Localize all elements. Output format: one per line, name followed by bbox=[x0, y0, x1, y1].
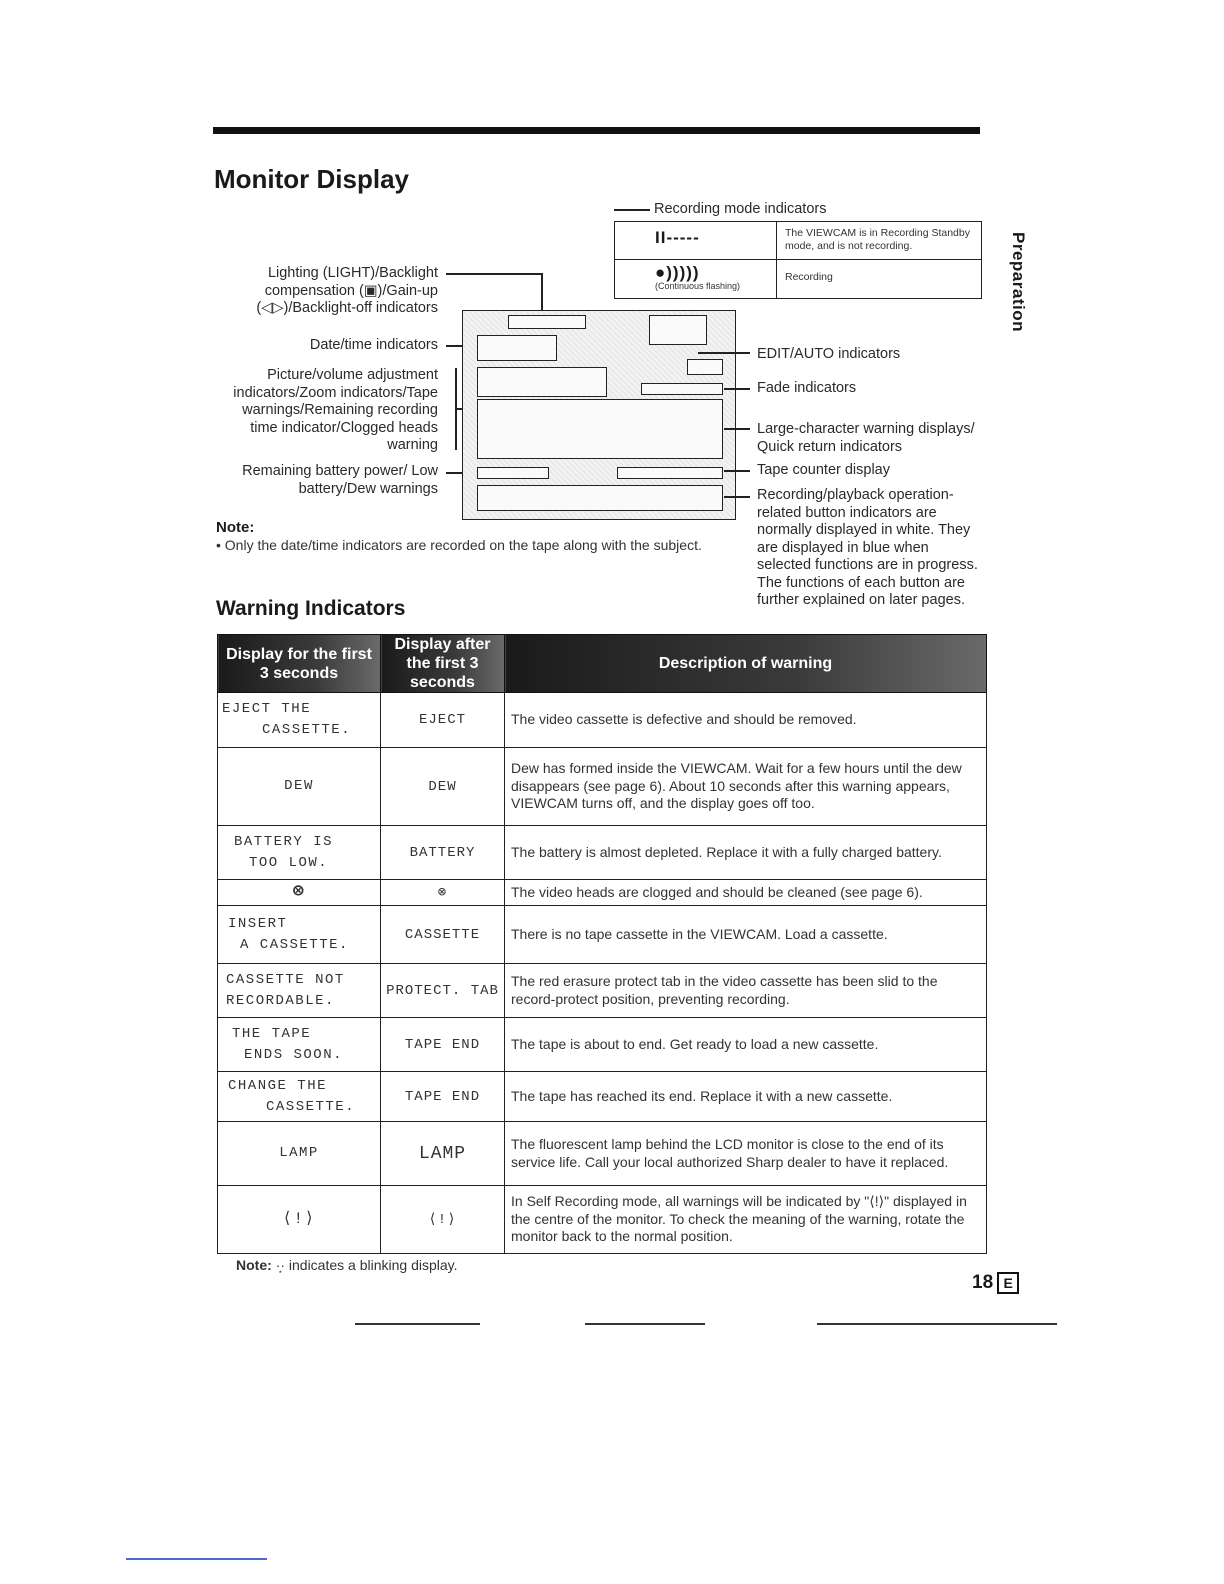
leader-line bbox=[724, 428, 750, 430]
clogged-head-icon: ⊗ bbox=[381, 880, 505, 906]
table-row bbox=[218, 906, 987, 964]
monitor-screen-diagram bbox=[462, 310, 736, 520]
button-indicator-area bbox=[477, 485, 723, 511]
blink-note-text: indicates a blinking display. bbox=[288, 1257, 458, 1273]
table-row bbox=[218, 1072, 987, 1122]
mode-row-recording bbox=[615, 260, 981, 298]
warning-first-line2: CASSETTE. bbox=[262, 722, 352, 738]
warning-table bbox=[217, 634, 987, 1254]
table-row bbox=[218, 1186, 987, 1254]
mode-row-standby bbox=[615, 222, 981, 260]
note-text: • Only the date/time indicators are recorded on the tape along with the subject. bbox=[216, 537, 702, 553]
table-row bbox=[218, 748, 987, 826]
warning-description: The tape has reached its end. Replace it with a new cassette. bbox=[505, 1072, 987, 1122]
label-datetime: Date/time indicators bbox=[309, 337, 438, 353]
warning-first-line2: CASSETTE. bbox=[266, 1098, 356, 1115]
top-rule bbox=[213, 127, 980, 134]
label-fade: Fade indicators bbox=[757, 380, 857, 396]
warning-first-line: THE TAPE bbox=[232, 1025, 312, 1042]
warning-first-line2: TOO LOW. bbox=[249, 854, 329, 871]
mode-description: The VIEWCAM is in Recording Standby mode, and is not recording. bbox=[785, 227, 970, 252]
warning-description: The red erasure protect tab in the video cassette has been slid to the record-protect position, preventing recording. bbox=[505, 964, 987, 1018]
warning-after: DEW bbox=[381, 748, 505, 826]
table-row bbox=[218, 1018, 987, 1072]
warning-heading: Warning Indicators bbox=[216, 597, 406, 620]
warning-first-line: EJECT THE bbox=[222, 701, 312, 717]
self-recording-warning-icon: ⟨!⟩ bbox=[282, 1210, 316, 1228]
label-tape-counter: Tape counter display bbox=[757, 462, 890, 478]
warning-after: LAMP bbox=[381, 1122, 505, 1186]
table-row bbox=[218, 826, 987, 880]
fade-area bbox=[641, 383, 723, 395]
mode-description: Recording bbox=[785, 271, 833, 283]
picture-indicator-area bbox=[477, 367, 607, 397]
edit-auto-area bbox=[687, 359, 723, 375]
mode-note: (Continuous flashing) bbox=[655, 281, 741, 291]
datetime-area bbox=[477, 335, 557, 361]
warning-after: EJECT bbox=[381, 693, 505, 748]
warning-description: The video heads are clogged and should be cleaned (see page 6). bbox=[505, 880, 987, 906]
tape-counter-area bbox=[617, 467, 723, 479]
warning-first-line: CHANGE THE bbox=[228, 1077, 328, 1094]
label-button-indicators: Recording/playback operation-related button indicators are normally displayed in white. They are displayed in blue when selected functions are in progress. The functions of each button are further explained on later pages. bbox=[757, 487, 978, 608]
warning-first-line2: RECORDABLE. bbox=[226, 992, 335, 1009]
warning-description: Dew has formed inside the VIEWCAM. Wait for a few hours until the dew disappears (see page 6). About 10 seconds after this warning appears, VIEWCAM turns off, and the display goes off too. bbox=[505, 748, 987, 826]
blink-note bbox=[236, 1257, 458, 1273]
standby-symbol: II----- bbox=[655, 228, 700, 247]
blink-note-label: Note: bbox=[236, 1257, 272, 1273]
warning-first-line2: A CASSETTE. bbox=[240, 936, 349, 953]
column-header: Display for the first 3 seconds bbox=[218, 635, 381, 693]
warning-first-line: INSERT bbox=[228, 915, 288, 932]
warning-first-line: CASSETTE NOT bbox=[226, 971, 345, 988]
recording-mode-area bbox=[649, 315, 707, 345]
clogged-head-icon: ⊗ bbox=[292, 882, 306, 902]
leader-line bbox=[724, 470, 750, 472]
column-header: Description of warning bbox=[505, 635, 987, 693]
label-lighting: Lighting (LIGHT)/Backlight compensation (▣)/Gain-up (◁▷)/Backlight-off indicators bbox=[256, 265, 438, 316]
footer-blue-rule bbox=[126, 1558, 267, 1560]
warning-after: TAPE END bbox=[381, 1072, 505, 1122]
warning-after: BATTERY bbox=[381, 826, 505, 880]
blink-symbol: ·͙· bbox=[275, 1257, 285, 1273]
recording-symbol: ●))))) bbox=[655, 263, 700, 282]
note-heading: Note: bbox=[216, 519, 255, 536]
large-character-area bbox=[477, 399, 723, 459]
leader-line bbox=[724, 496, 750, 498]
warning-description: The tape is about to end. Get ready to load a new cassette. bbox=[505, 1018, 987, 1072]
warning-description: In Self Recording mode, all warnings will be indicated by "⟨!⟩" displayed in the centre of the monitor. To check the meaning of the warning, rotate the monitor back to the normal position. bbox=[505, 1186, 987, 1254]
leader-line bbox=[541, 273, 543, 315]
warning-description: The battery is almost depleted. Replace it with a fully charged battery. bbox=[505, 826, 987, 880]
battery-area bbox=[477, 467, 549, 479]
warning-after: PROTECT. TAB bbox=[381, 964, 505, 1018]
table-row bbox=[218, 964, 987, 1018]
footer-rule bbox=[355, 1323, 480, 1325]
leader-line bbox=[724, 388, 750, 390]
label-edit-auto: EDIT/AUTO indicators bbox=[757, 346, 901, 362]
recording-mode-table bbox=[614, 221, 982, 299]
footer-rule bbox=[585, 1323, 705, 1325]
warning-first-line2: ENDS SOON. bbox=[244, 1046, 344, 1063]
section-tab: Preparation bbox=[1009, 232, 1028, 332]
label-battery: Remaining battery power/ Low battery/Dew warnings bbox=[242, 463, 438, 497]
page-number bbox=[972, 1272, 1019, 1294]
table-row bbox=[218, 880, 987, 906]
footer-rule bbox=[817, 1323, 1057, 1325]
page-number-value: 18 bbox=[972, 1272, 994, 1294]
self-recording-warning-icon: ⟨!⟩ bbox=[381, 1186, 505, 1254]
warning-first-line: LAMP bbox=[279, 1145, 319, 1161]
warning-description: The fluorescent lamp behind the LCD monitor is close to the end of its service life. Call your local authorized Sharp dealer to have it replaced. bbox=[505, 1122, 987, 1186]
column-header: Display after the first 3 seconds bbox=[381, 635, 505, 693]
warning-after: TAPE END bbox=[381, 1018, 505, 1072]
leader-line bbox=[698, 352, 750, 354]
warning-description: There is no tape cassette in the VIEWCAM. Load a cassette. bbox=[505, 906, 987, 964]
recording-mode-label: Recording mode indicators bbox=[654, 201, 827, 217]
language-box: E bbox=[997, 1272, 1019, 1294]
table-row bbox=[218, 1122, 987, 1186]
warning-first-line: DEW bbox=[284, 778, 314, 794]
label-large-character: Large-character warning displays/ Quick return indicators bbox=[757, 421, 975, 455]
leader-line bbox=[446, 273, 542, 275]
lighting-indicator-area bbox=[508, 315, 586, 329]
warning-after: CASSETTE bbox=[381, 906, 505, 964]
leader-line bbox=[614, 209, 650, 211]
table-header-row bbox=[218, 635, 987, 693]
label-picture: Picture/volume adjustment indicators/Zoom indicators/Tape warnings/Remaining recording time indicator/Clogged heads warning bbox=[233, 367, 438, 453]
page-title: Monitor Display bbox=[214, 164, 410, 194]
table-row bbox=[218, 693, 987, 748]
warning-first-line: BATTERY IS bbox=[234, 833, 334, 850]
warning-description: The video cassette is defective and should be removed. bbox=[505, 693, 987, 748]
